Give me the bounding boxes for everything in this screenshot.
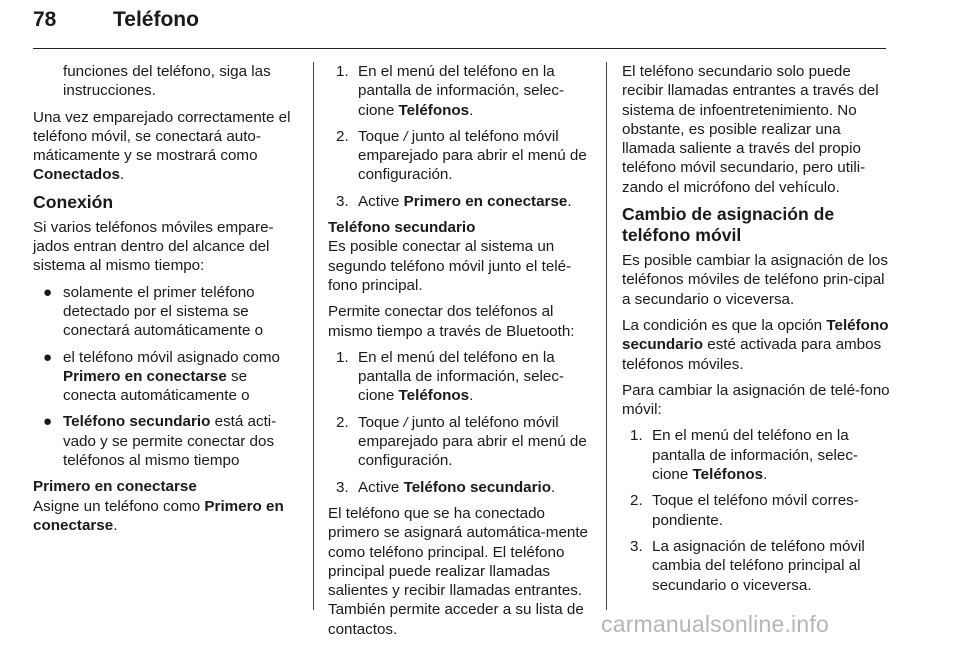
paragraph: El teléfono secundario solo puede recibir llamadas entrantes a través del sistema de infoentretenimiento. No obstante, es posible realizar una llamada saliente a través del propio teléfono móvil secundario, pero utili-zando el micrófono del vehículo. [622,63,879,196]
list-item: ● el teléfono móvil asignado como Primero en conectarse se conecta automáticamente o [43,348,280,405]
column-1 [33,62,303,542]
column-2 [328,62,598,646]
list-item: 2. Toque / junto al teléfono móvil emparejado para abrir el menú de configuración. [336,413,587,470]
numbered-list [328,348,598,497]
list-item: ● solamente el primer teléfono detectado por el sistema se conectará automáticamente o [43,283,264,340]
paragraph: Es posible conectar al sistema un segundo teléfono móvil junto el telé-fono principal. [328,238,572,294]
paragraph: El teléfono que se ha conectado primero se asignará automática-mente como teléfono principal. El teléfono principal puede realizar llamadas salientes y recibir llamadas entrantes. También permite acceder a su lista de contactos. [328,504,588,638]
heading-change-assignment: Cambio de asignación de teléfono móvil [622,204,835,246]
paragraph: Permite conectar dos teléfonos al mismo tiempo a través de Bluetooth: [328,303,575,340]
paragraph: Para cambiar la asignación de telé-fono móvil: [622,381,890,419]
watermark: carmanualsonline.info [601,611,829,637]
paragraph: Asigne un teléfono como Primero en conectarse. [33,497,284,534]
continued-text: funciones del teléfono, siga las instrucciones. [63,63,271,100]
paragraph: La condición es que la opción Teléfono secundario esté activada para ambos teléfonos móviles. [622,316,889,373]
list-item: 2. Toque / junto al teléfono móvil emparejado para abrir el menú de configuración. [336,127,587,184]
subheading: Teléfono secundario [328,219,476,237]
pencil-icon: / [403,413,408,430]
column-divider [313,62,314,610]
page-header [33,4,886,49]
heading-connection: Conexión [33,191,114,212]
page-number: 78 [33,8,57,31]
list-item: 3. Active Teléfono secundario. [336,478,556,496]
list-item: 3. Active Primero en conectarse. [336,192,572,210]
numbered-list [622,426,892,594]
list-item: 1. En el menú del teléfono en la pantalla de información, selec-cione Teléfonos. [630,427,858,484]
pencil-icon: / [403,127,408,144]
bullet-list [33,283,303,471]
column-divider [606,62,607,610]
list-item: 1. En el menú del teléfono en la pantalla de información, selec-cione Teléfonos. [336,348,564,405]
paragraph: Una vez emparejado correctamente el teléfono móvil, se conectará auto-máticamente y se mostrará como Conectados. [33,108,291,184]
list-item: 2. Toque el teléfono móvil corres-pondiente. [630,492,859,529]
list-item: ● Teléfono secundario está acti-vado y se permite conectar dos teléfonos al mismo tiempo [43,413,277,470]
list-item: 3. La asignación de teléfono móvil cambia del teléfono principal al secundario o viceversa. [630,537,865,594]
paragraph: Es posible cambiar la asignación de los teléfonos móviles de teléfono prin-cipal a secundario o viceversa. [622,252,888,308]
list-item: 1. En el menú del teléfono en la pantalla de información, selec-cione Teléfonos. [336,63,564,119]
paragraph: Si varios teléfonos móviles empare-jados entran dentro del alcance del sistema al mismo tiempo: [33,218,274,275]
section-title: Teléfono [113,8,199,31]
column-3 [622,62,892,602]
numbered-list [328,62,598,211]
subheading: Primero en conectarse [33,478,197,496]
